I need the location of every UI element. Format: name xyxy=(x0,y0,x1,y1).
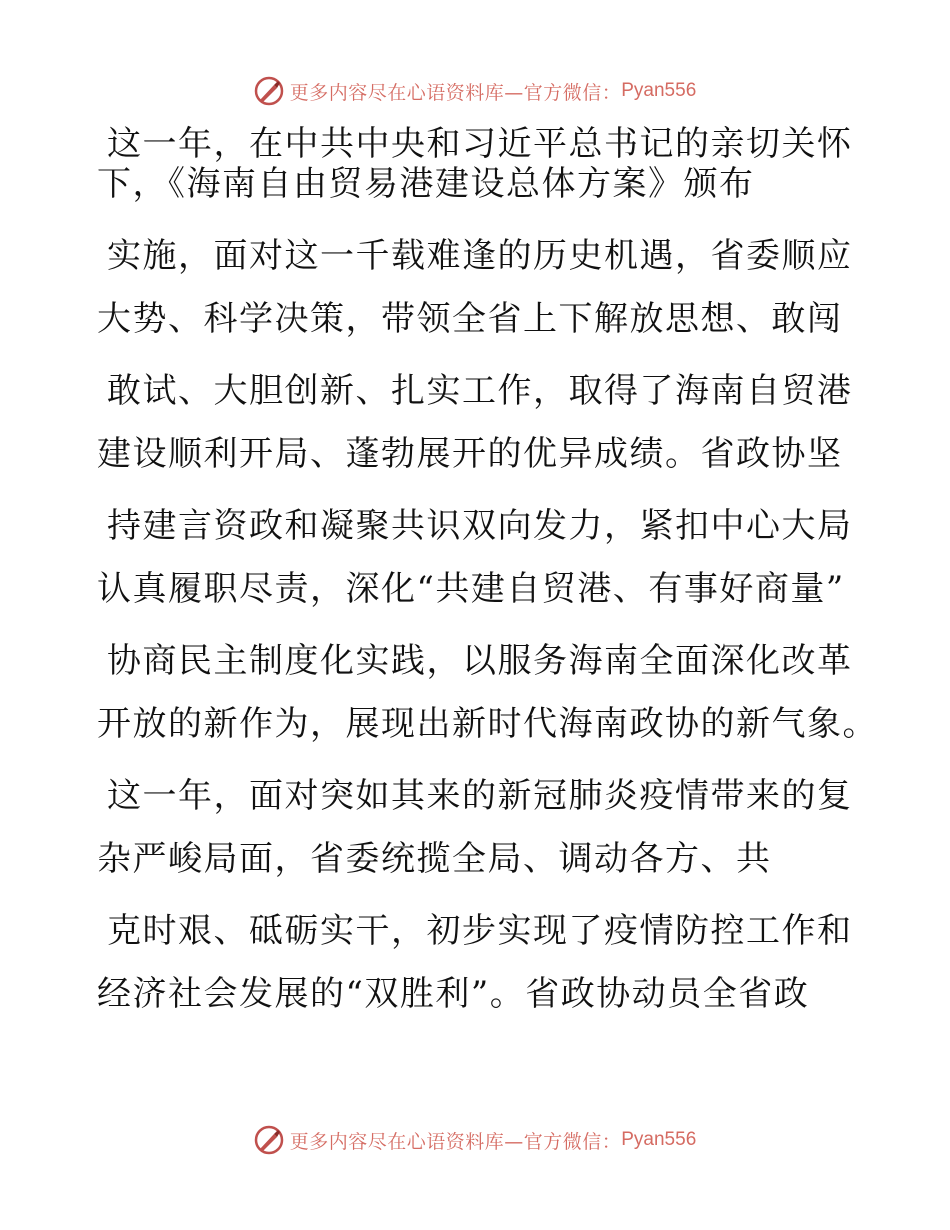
text-line: 开放的新作为，展现出新时代海南政协的新气象。 xyxy=(97,704,878,744)
pen-logo-icon xyxy=(254,76,284,106)
text-line: 这一年，在中共中央和习近平总书记的亲切关怀 xyxy=(107,124,853,164)
text-line: 这一年，面对突如其来的新冠肺炎疫情带来的复 xyxy=(107,776,853,816)
text-line: 杂严峻局面，省委统揽全局、调动各方、共 xyxy=(97,839,772,879)
document-body xyxy=(97,124,878,1014)
header-watermark xyxy=(0,71,950,111)
footer-watermark xyxy=(0,1120,950,1160)
text-line: 大势、科学决策，带领全省上下解放思想、敢闯 xyxy=(97,299,843,339)
pen-logo-icon xyxy=(254,1125,284,1155)
text-line: 敢试、大胆创新、扎实工作，取得了海南自贸港 xyxy=(107,371,853,411)
text-line: 实施，面对这一千载难逢的历史机遇，省委顺应 xyxy=(107,236,853,276)
watermark-text: 更多内容尽在心语资料库—官方微信： xyxy=(289,1130,622,1153)
watermark-wechat-id: Pyan556 xyxy=(621,1129,697,1150)
text-line: 持建言资政和凝聚共识双向发力，紧扣中心大局 xyxy=(107,506,853,546)
text-line: 克时艰、砥砺实干，初步实现了疫情防控工作和 xyxy=(107,911,853,951)
text-line: 认真履职尽责，深化“共建自贸港、有事好商量” xyxy=(97,569,845,609)
text-line: 经济社会发展的“双胜利”。省政协动员全省政 xyxy=(97,974,810,1014)
text-line: 下，《海南自由贸易港建设总体方案》颁布 xyxy=(97,164,755,204)
text-line: 建设顺利开局、蓬勃展开的优异成绩。省政协坚 xyxy=(97,434,843,474)
watermark-text: 更多内容尽在心语资料库—官方微信： xyxy=(289,81,622,104)
watermark-wechat-id: Pyan556 xyxy=(621,80,697,101)
text-line: 协商民主制度化实践，以服务海南全面深化改革 xyxy=(107,641,853,681)
